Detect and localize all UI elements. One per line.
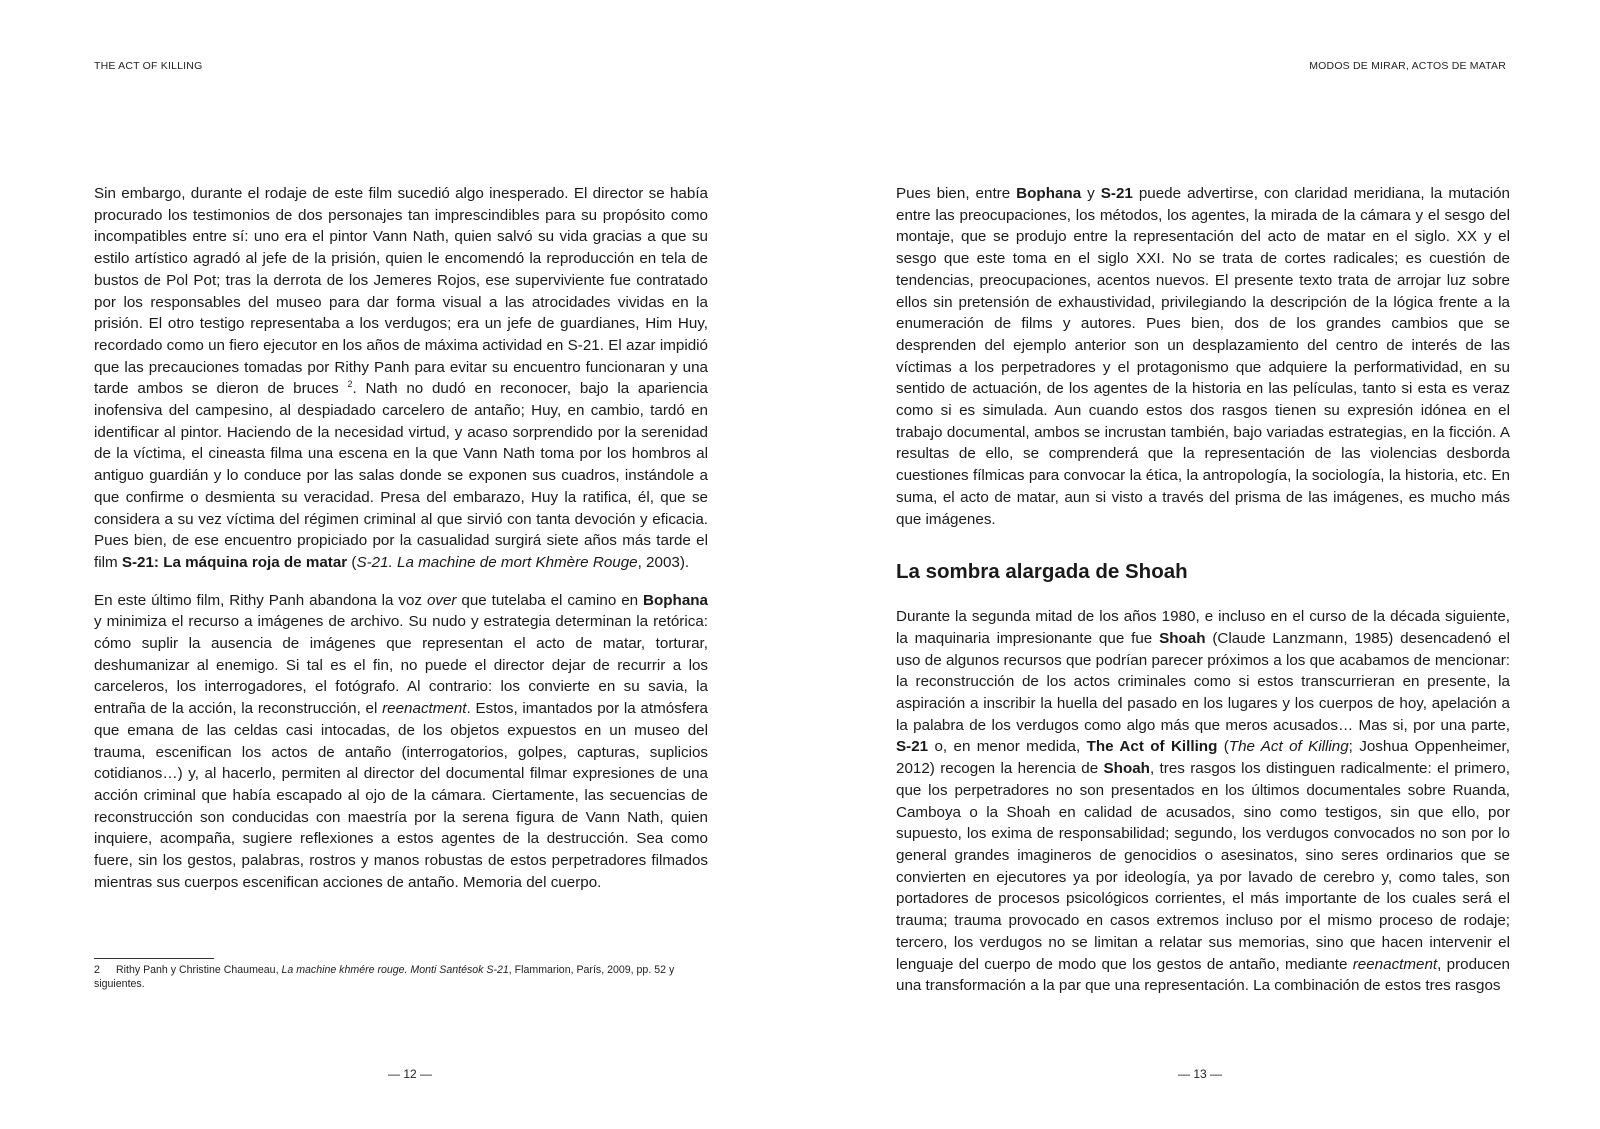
running-head-right: MODOS DE MIRAR, ACTOS DE MATAR (1309, 60, 1506, 72)
film-title: S-21 (896, 738, 929, 756)
film-title: Bophana (1016, 185, 1082, 202)
paragraph: Durante la segunda mitad de los años 1980, e incluso en el curso de la década siguiente, la maquinaria impresionante que fue Shoah (Claude Lanzmann, 1985) desencadenó el uso de algunos recursos que podrían parecer próximos a los que acabamos de mencionar: la reconstrucción de los actos criminales como si estos transcurrieran en presente, la aspiración a inscribir la huella del pasado en los lugares y los cuerpos de hoy, apelación a la palabra de los verdugos como algo más que meros acusados… Mas si, por una parte, S-21 o, en menor medida, The Act of Killing (The Act of Killing; Joshua Oppenheimer, 2012) recogen la herencia de Shoah, tres rasgos los distinguen radicalmente: el primero, que los perpetradores no son presentados en los últimos documentales sobre Ruanda, Camboya o la Shoah en calidad de acusados, sino como testigos, sin que ello, por supuesto, los exima de responsabilidad; segundo, los verdugos convocados no son por lo general grandes imagineros de genocidios o asesinatos, sino seres ordinarios que se convierten en ejecutores ya por ideología, ya por lavado de cerebro y, como tales, son portadores de procesos psicológicos corrientes, el más importante de los cuales será el trauma; trauma provocado en casos extremos incluso por el mismo proceso de rodaje; tercero, los verdugos no se limitan a relatar sus memorias, sino que hacen intervenir el lenguaje del cuerpo de modo que los gestos de antaño, mediante reenactment, producen una transformación a la par que una representación. La combinación de estos tres rasgos (896, 608, 1510, 995)
film-title: S-21: La máquina roja de matar (121, 553, 348, 571)
film-title-original: S-21. La machine de mort Khmère Rouge (356, 553, 638, 571)
page-number-right: — 13 — (1177, 1067, 1222, 1081)
footnote: 2 Rithy Panh y Christine Chaumeau, La machine khmére rouge. Monti Santésok S-21, Flammarion, París, 2009, pp. 52 y siguientes. (94, 964, 675, 990)
footnote-reference[interactable]: 2 (347, 379, 353, 390)
footnote-divider (94, 958, 214, 959)
right-body-text (896, 183, 1510, 997)
left-body-text (94, 183, 708, 894)
paragraph: Pues bien, entre Bophana y S-21 puede advertirse, con claridad meridiana, la mutación entre las preocupaciones, los métodos, los agentes, la mirada de la cámara y el sesgo del montaje, que se produjo entre la representación del acto de matar en el siglo. XX y el sesgo que este toma en el siglo XXI. No se trata de cortes radicales; es cuestión de tendencias, preocupaciones, acentos nuevos. El presente texto trata de arrojar luz sobre ellos sin pretensión de exhaustividad, privilegiando la descripción de la lógica frente a la enumeración de films y autores. Pues bien, dos de los grandes cambios que se desprenden del ejemplo anterior son un desplazamiento del centro de interés de las víctimas a los perpetradores y el protagonismo que adquiere la performatividad, en su sentido de actuación, de los agentes de la historia en las películas, tanto si esta es veraz como si es simulada. Aun cuando estos dos rasgos tienen su expresión idónea en el trabajo documental, ambos se incrustan también, bajo variadas estrategias, en la ficción. A resultas de ello, se comprenderá que la representación de las violencias desborda cuestiones fílmicas para convocar la ética, la antropología, la sociología, la historia, etc. En suma, el acto de matar, aun si visto a través del prisma de las imágenes, es mucho más que imágenes. (896, 185, 1510, 528)
paragraph: Sin embargo, durante el rodaje de este film sucedió algo inesperado. El director se había procurado los testimonios de dos personajes tan imprescindibles para su propósito como incompatibles entre sí: uno era el pintor Vann Nath, quien salvó su vida gracias a que su estilo artístico agradó al jefe de la prisión, quien le encomendó la reproducción en tela de bustos de Pol Pot; tras la derrota de los Jemeres Rojos, ese superviviente fue contratado por los responsables del museo para dar forma visual a las atrocidades vividas en la prisión. El otro testigo representaba a los verdugos; era un jefe de guardianes, Him Huy, recordado como un fiero ejecutor en los años de máxima actividad en S-21. El azar impidió que las precauciones tomadas por Rithy Panh para evitar su encuentro funcionaran y una tarde ambos se dieron de bruces $^2$. Nath no dudó en reconocer, bajo la apariencia inofensiva del campesino, al despiadado carcelero de antaño; Huy, en cambio, tardó en identificar al pintor. Haciendo de la necesidad virtud, y acaso sorprendido por la serenidad de la víctima, el cineasta filma una escena en la que Vann Nath toma por los hombros al antiguo guardián y lo conduce por las salas donde se exponen sus cuadros, instándole a que confirme o desmienta su veracidad. Presa del embarazo, Huy la ratifica, él, que se considera a su vez víctima del régimen criminal al que sirvió con tanta devoción y eficacia. Pues bien, de ese encuentro propiciado por la casualidad surgirá siete años más tarde el film S-21: La máquina roja de matar (S-21. La machine de mort Khmère Rouge, 2003). (94, 185, 708, 571)
film-title: The Act of Killing (1086, 738, 1218, 756)
footnote-number: 2 (94, 964, 100, 976)
page-number-left: — 12 — (387, 1067, 432, 1081)
paragraph: En este último film, Rithy Panh abandona la voz over que tutelaba el camino en Bophana y minimiza el recurso a imágenes de archivo. Su nudo y estrategia determinan la retórica: cómo suplir la ausencia de imágenes que representan el acto de matar, torturar, deshumanizar al enemigo. Si tal es el fin, no puede el director dejar de recurrir a los carceleros, los interrogadores, el fotógrafo. Al contrario: los convierte en su savia, la entraña de la acción, la reconstrucción, el reenactment. Estos, imantados por la atmósfera que emana de las celdas casi intocadas, de los objetos expuestos en un museo del trauma, escenifican los actos de antaño (interrogatorios, golpes, capturas, suplicios cotidianos…) y, al hacerlo, permiten al director del documental filmar expresiones de una acción criminal que había escapado al ojo de la cámara. Ciertamente, las secuencias de reconstrucción son conducidas con maestría por la serena figura de Vann Nath, quien inquiere, acompaña, sugiere reflexiones a estos agentes de la destrucción. Sea como fuere, sin los gestos, palabras, rostros y manos robustas de estos perpetradores filmados mientras sus cuerpos escenifican acciones de antaño. Memoria del cuerpo. (94, 591, 708, 891)
film-title: Bophana (643, 591, 708, 609)
film-title: Shoah (1103, 760, 1150, 778)
film-title: Shoah (1159, 629, 1206, 647)
right-page (800, 0, 1600, 1129)
film-title: S-21 (1100, 185, 1133, 202)
section-heading: La sombra alargada de Shoah (896, 560, 1188, 584)
film-title-original: The Act of Killing (1228, 738, 1349, 756)
running-head-left: THE ACT OF KILLING (94, 60, 203, 72)
